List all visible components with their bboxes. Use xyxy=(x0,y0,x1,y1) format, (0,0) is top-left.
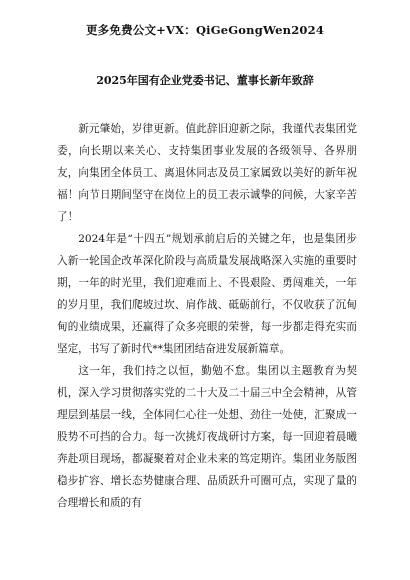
document-body xyxy=(57,118,357,514)
document-title: 2025年国有企业党委书记、董事长新年致辞 xyxy=(96,74,314,87)
paragraph-2: 2024年是“十四五”规划承前启后的关键之年，也是集团步入新一轮国企改革深化阶段与高质量发展战略深入实施的重要时期，一年的时光里，我们迎难而上、不畏艰险、勇闯难关，一年的岁月里，我们爬坡过坎、肩作战、砥砺前行，不仅收获了沉甸甸的业绩成果，还赢得了众多亮眼的荣誉，每一步都走得充实而坚定，书写了新时代**集团团结奋进发展新篇章。 xyxy=(57,233,357,355)
paragraph-3: 这一年，我们持之以恒，勤勉不怠。集团以主题教育为契机，深入学习贯彻落实党的二十大及二十届三中全会精神，从管理层到基层一线，全体同仁心往一处想、劲往一处使，汇聚成一股势不可挡的合力。每一次挑灯夜战研讨方案，每一回迎着晨曦奔赴项目现场，都凝聚着对企业未来的笃定期许。集团业务版图稳步扩容、增长态势健康合理、品质跃升可圈可点，实现了量的合理增长和质的有 xyxy=(57,365,357,509)
paragraph-1: 新元肇始，岁律更新。值此辞旧迎新之际，我谨代表集团党委，向长期以来关心、支持集团事业发展的各级领导、各界朋友，向集团全体员工、离退休同志及员工家属致以美好的新年祝福！向节日期间坚守在岗位上的员工表示诚挚的问候，大家辛苦了！ xyxy=(57,123,357,223)
promo-header: 更多免费公文+VX：QiGeGongWen2024 xyxy=(85,23,325,37)
